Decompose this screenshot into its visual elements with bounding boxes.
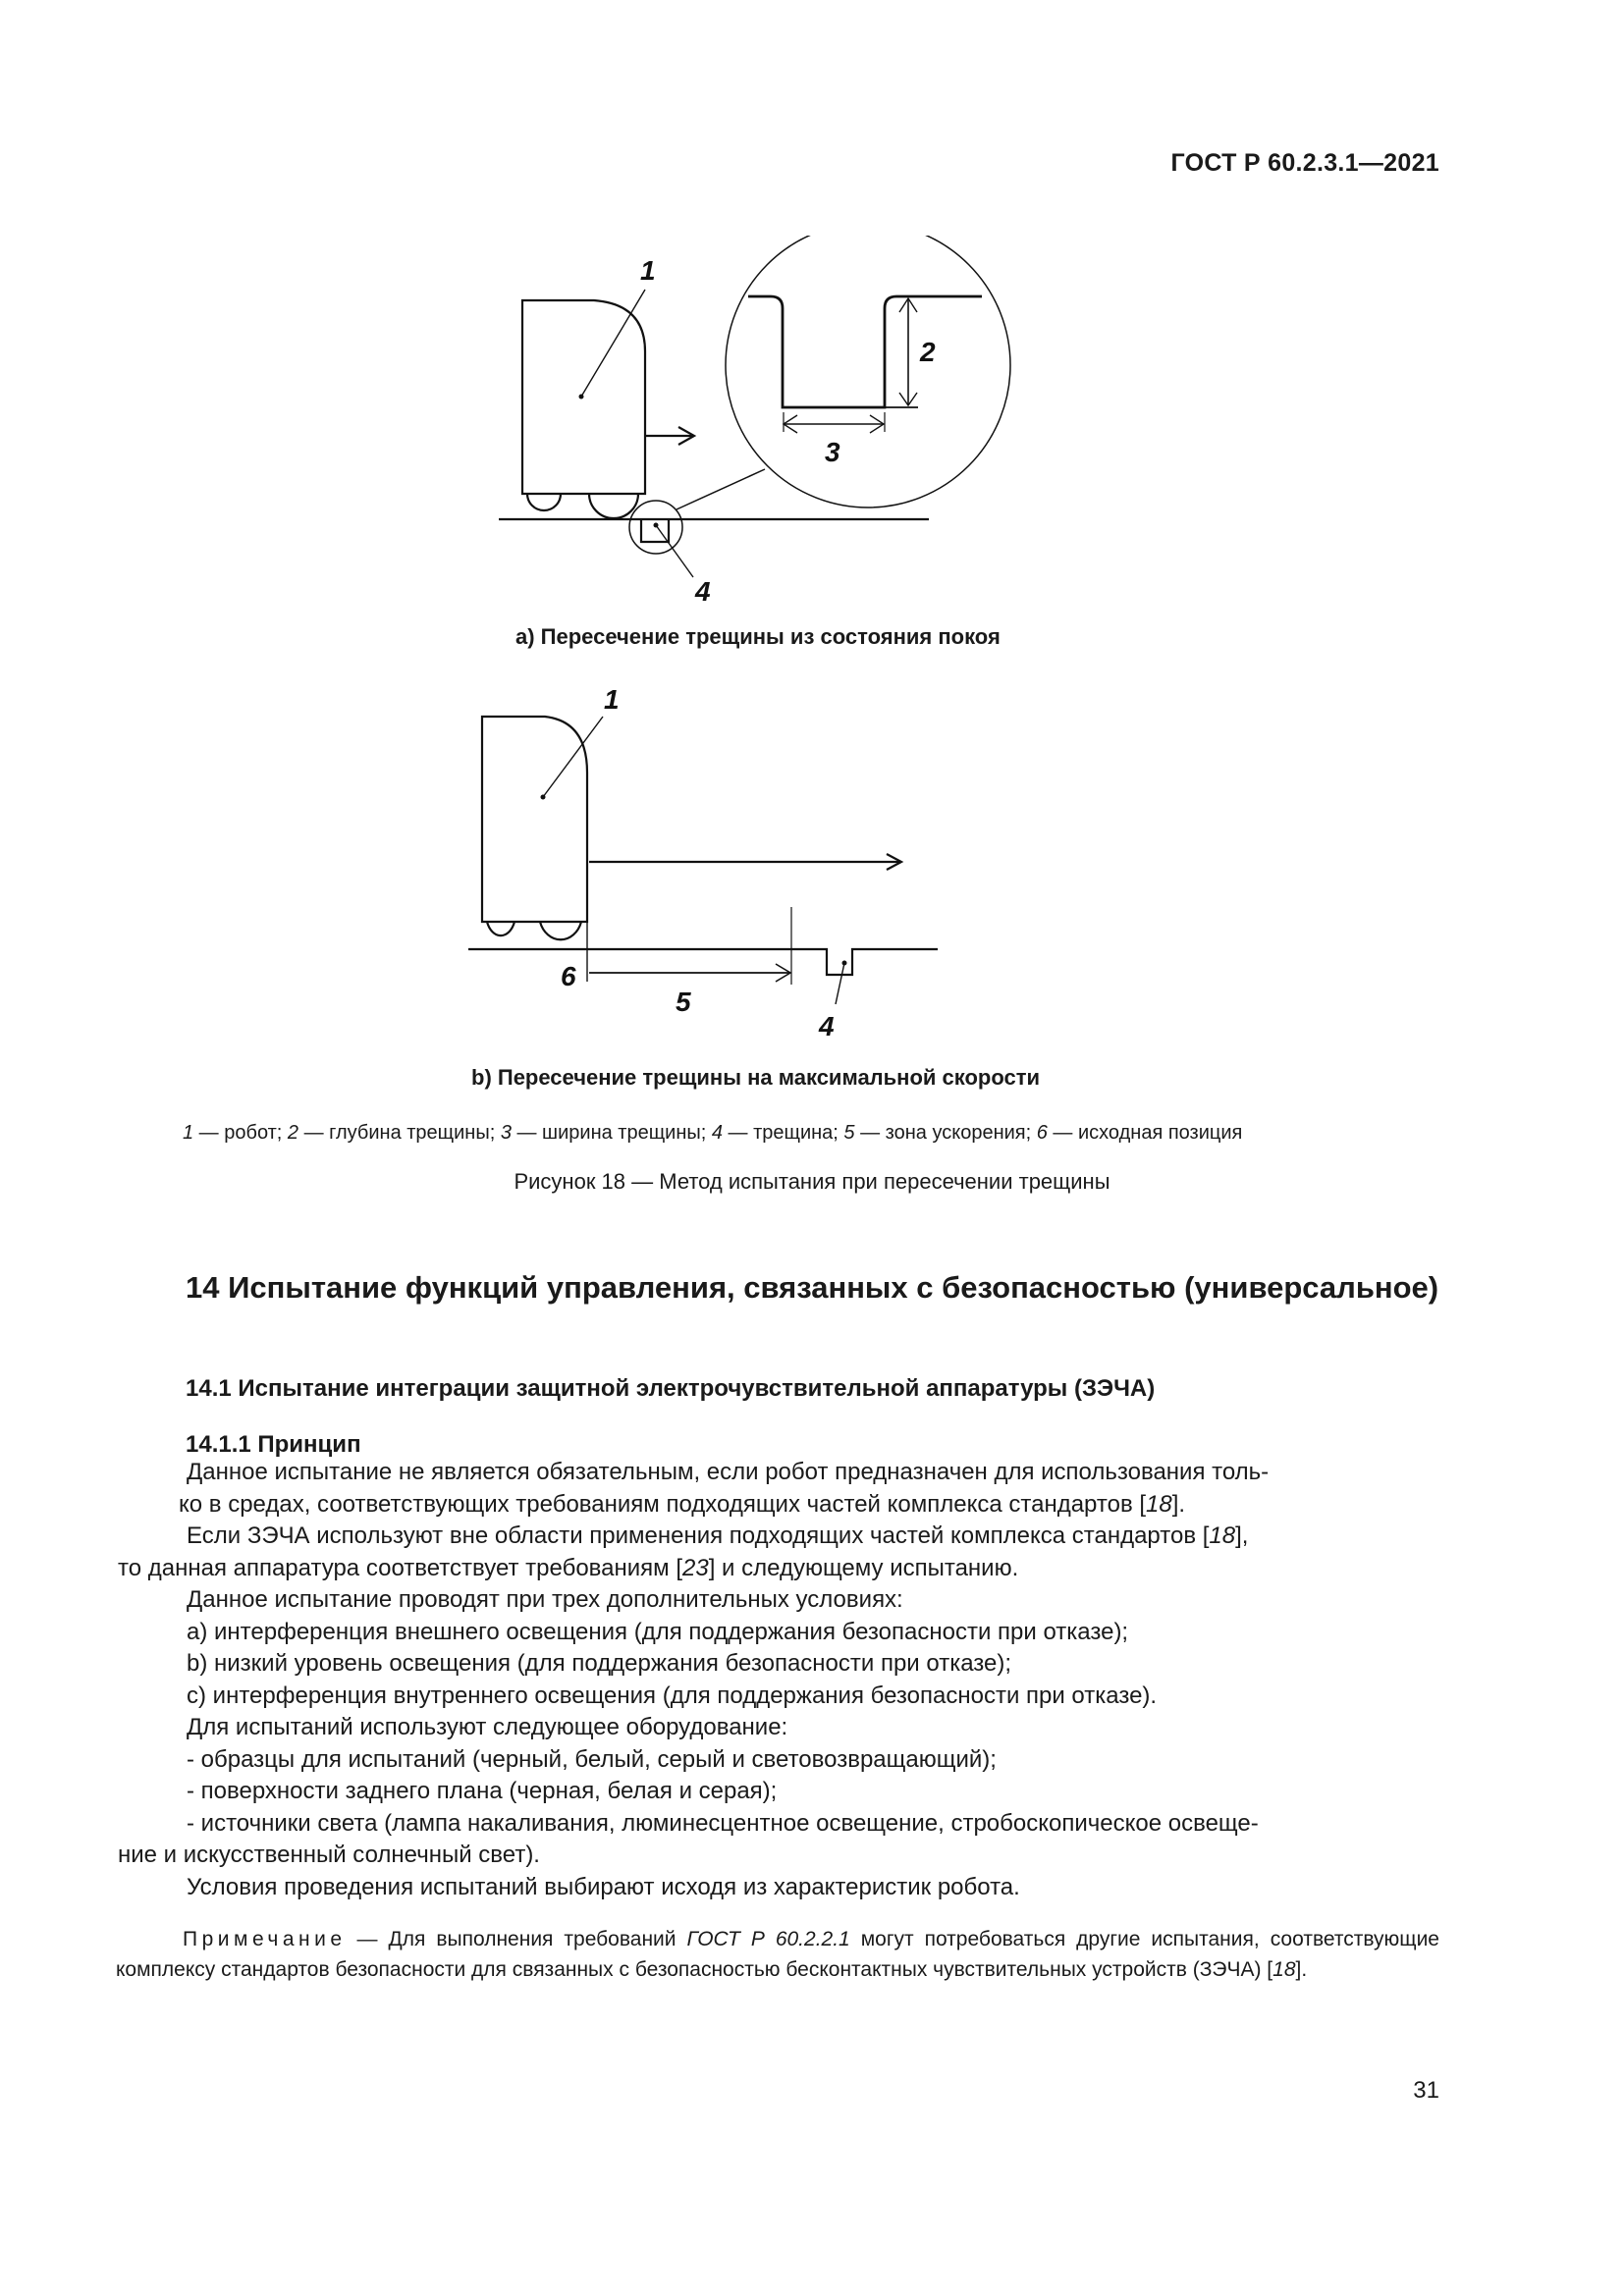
- body-text: [118, 1457, 1439, 1903]
- legend-text: — трещина;: [722, 1122, 844, 1144]
- equipment-item: - поверхности заднего плана (черная, белая и серая);: [187, 1778, 778, 1804]
- legend-text: — исходная позиция: [1047, 1122, 1243, 1144]
- label-2: 2: [920, 337, 936, 367]
- label-1: 1: [604, 684, 620, 715]
- legend-text: — зона ускорения;: [854, 1122, 1037, 1144]
- standard-code-header: ГОСТ Р 60.2.3.1—2021: [1170, 149, 1439, 177]
- paragraph-line: [118, 1553, 1439, 1585]
- legend-num: 6: [1036, 1122, 1048, 1144]
- text-run: ] и следующему испытанию.: [708, 1554, 1019, 1581]
- paragraph-line: Условия проведения испытаний выбирают исходя из характеристик робота.: [187, 1873, 1020, 1900]
- text-run: то данная аппаратура соответствует требованиям [: [118, 1554, 682, 1581]
- text-run: ко в средах, соответствующих требованиям подходящих частей комплекса стандартов [: [179, 1490, 1147, 1518]
- paragraph-line: [183, 1521, 1439, 1553]
- figure-legend: [183, 1122, 1439, 1145]
- text-run: ],: [1235, 1522, 1249, 1549]
- paragraph-line: Данное испытание не является обязательным, если робот предназначен для использования толь-: [187, 1459, 1270, 1485]
- text-run: Если ЗЭЧА используют вне области применения подходящих частей комплекса стандартов [: [187, 1522, 1210, 1549]
- reference: 18: [1209, 1522, 1236, 1549]
- figure-title: Рисунок 18 — Метод испытания при пересечении трещины: [514, 1169, 1110, 1194]
- paragraph-line: Для испытаний используют следующее оборудование:: [187, 1714, 788, 1740]
- text-run: ].: [1171, 1490, 1186, 1518]
- legend-num: 1: [183, 1122, 194, 1144]
- equipment-item-cont: ние и искусственный солнечный свет).: [118, 1842, 540, 1868]
- note-label: Примечание: [183, 1928, 347, 1950]
- label-3: 3: [825, 437, 840, 467]
- text-run: могут потребоваться другие испытания, соответствующие комплексу стандартов безопасности для связанных с безопасностью бесконтактных чувствительных устройств (ЗЭЧА) [: [116, 1928, 1439, 1981]
- equipment-item: - источники света (лампа накаливания, люминесцентное освещение, стробоскопическое освеще-: [187, 1809, 1259, 1837]
- section-heading: 14 Испытание функций управления, связанных с безопасностью (универсальное): [186, 1270, 1439, 1305]
- reference: 23: [682, 1554, 709, 1581]
- text-run: — Для выполнения требований: [346, 1928, 687, 1950]
- label-6: 6: [561, 961, 576, 991]
- condition-item: c) интерференция внутреннего освещения (для поддержания безопасности при отказе).: [187, 1682, 1158, 1709]
- figure-b-diagram: [452, 677, 1100, 1050]
- legend-num: 5: [843, 1122, 855, 1144]
- legend-text: — ширина трещины;: [511, 1122, 712, 1144]
- condition-item: b) низкий уровень освещения (для поддержания безопасности при отказе);: [187, 1650, 1012, 1677]
- paragraph-line: [179, 1489, 1439, 1522]
- paragraph-line: Данное испытание проводят при трех дополнительных условиях:: [187, 1586, 903, 1613]
- label-5: 5: [676, 987, 691, 1017]
- figure-a-caption: a) Пересечение трещины из состояния покоя: [515, 624, 1001, 649]
- standard-reference: ГОСТ Р 60.2.2.1: [686, 1928, 850, 1950]
- figure-a-diagram: [471, 236, 1031, 628]
- label-4: 4: [819, 1011, 835, 1041]
- label-1: 1: [640, 255, 656, 286]
- note: [116, 1924, 1439, 1985]
- subsubsection-heading: 14.1.1 Принцип: [186, 1431, 361, 1458]
- legend-num: 2: [287, 1122, 299, 1144]
- legend-text: — глубина трещины;: [298, 1122, 501, 1144]
- subsection-heading: 14.1 Испытание интеграции защитной электрочувствительной аппаратуры (ЗЭЧА): [186, 1375, 1156, 1402]
- figure-b-caption: b) Пересечение трещины на максимальной скорости: [471, 1065, 1041, 1090]
- page-number: 31: [1413, 2077, 1439, 2104]
- label-4: 4: [695, 576, 711, 607]
- legend-num: 4: [711, 1122, 723, 1144]
- reference: 18: [1146, 1490, 1172, 1518]
- reference: 18: [1272, 1958, 1296, 1981]
- text-run: ].: [1295, 1958, 1308, 1981]
- condition-item: a) интерференция внешнего освещения (для поддержания безопасности при отказе);: [187, 1618, 1129, 1645]
- legend-num: 3: [500, 1122, 512, 1144]
- equipment-item: - образцы для испытаний (черный, белый, серый и световозвращающий);: [187, 1745, 997, 1773]
- legend-text: — робот;: [193, 1122, 288, 1144]
